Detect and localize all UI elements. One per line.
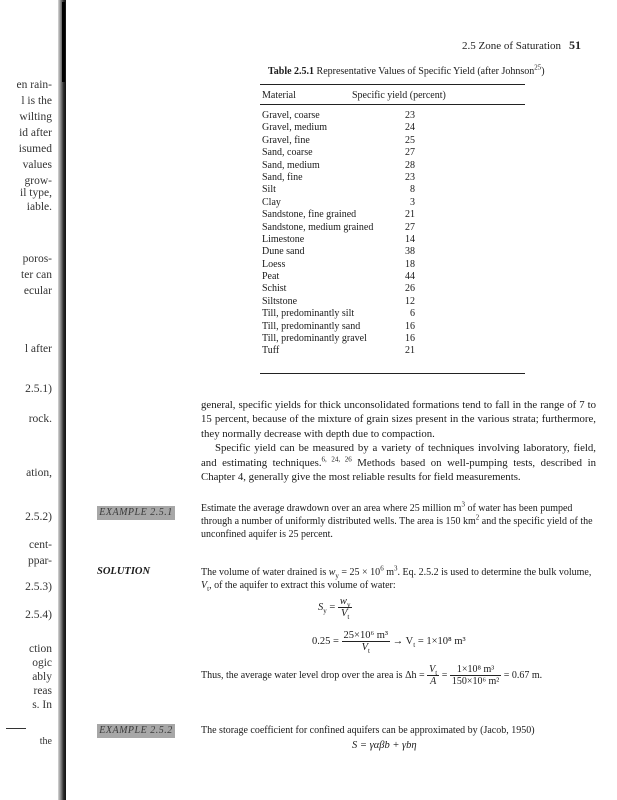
conclusion-num1: V	[429, 664, 436, 675]
left-fragment: ter can	[21, 269, 52, 281]
material-cell: Peat	[262, 271, 280, 283]
left-fragment: ecular	[23, 285, 52, 297]
material-cell: Gravel, medium	[262, 122, 327, 134]
column-header-material: Material	[262, 90, 296, 101]
eq2-lhs: 0.25 =	[312, 635, 339, 647]
yield-cell: 6	[410, 308, 415, 320]
table-row	[262, 209, 427, 221]
body-paragraph-1: general, specific yields for thick unconsolidated formations tend to fall in the range of 7 to 15 percent, because of the mixture of grain sizes present in the various strata; furthermore, they normally decrease with depth due to compaction.	[201, 399, 596, 440]
example2-text: The storage coefficient for confined aquifers can be approximated by (Jacob, 1950)	[201, 725, 535, 736]
table-row	[262, 234, 427, 246]
solution-text-e: , of the aquifer to extract this volume of water:	[209, 580, 396, 591]
storage-coefficient-formula: S = γαβb + γbη	[352, 740, 417, 751]
table-row	[262, 321, 427, 333]
equation-specific-yield: $S_y$ = $\frac{w_y}{V_t}$	[318, 596, 351, 622]
material-cell: Sandstone, medium grained	[262, 221, 374, 233]
left-fragment: 2.5.3)	[25, 581, 52, 593]
eq-sy-denominator: V	[340, 608, 348, 619]
table-row	[262, 197, 427, 209]
table-row	[262, 333, 427, 345]
left-fragment: 2.5.4)	[25, 609, 52, 621]
material-cell: Limestone	[262, 233, 305, 245]
left-fragment: ction	[29, 643, 52, 655]
book-spine-shadow	[58, 0, 66, 800]
solution-text-c: m	[383, 567, 394, 578]
section-title: 2.5 Zone of Saturation	[462, 40, 561, 52]
material-cell: Till, predominantly sand	[262, 320, 361, 332]
left-fragment: id after	[19, 127, 52, 139]
solution-text: The volume of water drained is $w_y = 25 \times 10^6$ $m^3$. Eq. 2.5.2 is used to determine the bulk volume, $V_t$, of the aquifer to extract this volume of water:	[201, 564, 592, 593]
equation-bulk-volume: 0.25 = $\frac{\text{25×10⁶ m³}}{V_t}$ → $V_t = 1\times 10^8$ m³	[312, 630, 466, 656]
eq-sy-numerator: w	[339, 596, 347, 607]
body-paragraph-2b: Methods based on well-pumping tests, described in Chapter 4, generally give the most reliable results for field measurements.	[201, 456, 596, 484]
solution-text-d: . Eq. 2.5.2 is used to determine the bulk volume,	[397, 567, 592, 578]
left-fragment: isumed	[18, 143, 52, 155]
table-caption-text: Representative Values of Specific Yield (after Johnson	[316, 66, 535, 77]
material-cell: Dune sand	[262, 246, 305, 258]
left-fragment: reas	[33, 685, 52, 697]
left-fragment: 2.5.2)	[25, 511, 52, 523]
eq2-denominator: V	[361, 642, 369, 653]
column-header-yield: Specific yield (percent)	[352, 90, 446, 101]
example-text: Estimate the average drawdown over an area where 25 million $m^3$ of water has been pumped through a number of uniformly distributed wells. The area is 150 $km^2$ and the specific yield of the unconfined aquifer is 25 percent.	[201, 500, 593, 540]
yield-cell: 27	[405, 147, 415, 159]
material-cell: Till, predominantly gravel	[262, 333, 367, 345]
table-row	[262, 308, 427, 320]
left-fragment: values	[22, 159, 52, 171]
yield-cell: 18	[405, 258, 415, 270]
left-fragment: ation,	[26, 467, 52, 479]
example-text-a: Estimate the average drawdown over an area where 25 million m	[201, 503, 462, 514]
table-row	[262, 172, 427, 184]
example-text-c: and the specific yield of the unconfined aquifer is 25 percent.	[201, 516, 593, 540]
table-row	[262, 160, 427, 172]
left-fragment: the	[39, 736, 52, 747]
conclusion-num2: 1×10⁸ m³	[450, 664, 501, 676]
table-row	[262, 296, 427, 308]
eq2-value: = 1×10⁸ m³	[415, 635, 466, 647]
material-cell: Clay	[262, 196, 281, 208]
table-caption	[268, 63, 545, 77]
conclusion-text: Thus, the average water level drop over the area is Δh =	[201, 669, 425, 681]
solution-text-a: The volume of water drained is	[201, 567, 329, 578]
left-fragment: poros-	[22, 253, 52, 265]
conclusion-den1: A	[430, 676, 437, 687]
left-fragment: ably	[32, 671, 52, 683]
book-spine-edge	[62, 2, 65, 82]
left-page-rule	[6, 728, 26, 729]
left-fragment: iable.	[26, 201, 52, 213]
yield-cell: 21	[405, 209, 415, 221]
table-row	[262, 147, 427, 159]
left-fragment: grow-	[24, 175, 52, 187]
yield-cell: 27	[405, 221, 415, 233]
table-row	[262, 283, 427, 295]
table-top-rule	[260, 84, 525, 85]
yield-cell: 26	[405, 283, 415, 295]
table-header-rule	[260, 104, 525, 105]
table-caption-ref: 25	[534, 63, 542, 72]
left-fragment: 2.5.1)	[25, 383, 52, 395]
example-label-box: EXAMPLE 2.5.1	[97, 506, 175, 520]
yield-cell: 16	[405, 333, 415, 345]
yield-cell: 28	[405, 159, 415, 171]
left-fragment: l after	[24, 343, 52, 355]
table-row	[262, 135, 427, 147]
table-label: Table 2.5.1	[268, 66, 315, 77]
yield-cell: 38	[405, 246, 415, 258]
yield-cell: 23	[405, 171, 415, 183]
running-head	[462, 38, 581, 53]
conclusion-line: Thus, the average water level drop over the area is Δh = $\frac{V_t}{A}$ = $\frac{\text{1×10⁸ m³}}{\text{150×10⁶ m²}}$ = 0.67 m.	[201, 664, 543, 687]
left-fragment: ppar-	[27, 555, 52, 567]
table-row	[262, 184, 427, 196]
body-paragraph-2a: Specific yield can be measured by a variety of techniques involving laboratory, field, and estimating techniques.	[201, 442, 596, 469]
table-row	[262, 122, 427, 134]
table-row	[262, 259, 427, 271]
material-cell: Sand, fine	[262, 171, 303, 183]
eq-sy-symbol: S	[318, 601, 324, 613]
left-fragment: il type,	[20, 187, 52, 199]
left-fragment: s. In	[32, 699, 52, 711]
material-cell: Gravel, coarse	[262, 110, 320, 121]
material-cell: Sand, coarse	[262, 147, 313, 159]
eq2-arrow: → V	[392, 635, 414, 647]
yield-cell: 16	[405, 320, 415, 332]
material-cell: Sandstone, fine grained	[262, 209, 357, 221]
table-body	[262, 110, 427, 358]
example-text-b: of water has been pumped through a number of uniformly distributed wells. The area is 150 km	[201, 503, 573, 527]
table-row	[262, 246, 427, 258]
yield-cell: 44	[405, 271, 415, 283]
table-row	[262, 345, 427, 357]
yield-cell: 21	[405, 345, 415, 357]
material-cell: Till, predominantly silt	[262, 308, 355, 320]
yield-cell: 8	[410, 184, 415, 196]
yield-cell: 12	[405, 295, 415, 307]
table-row	[262, 222, 427, 234]
left-fragment: rock.	[28, 413, 52, 425]
table-bottom-rule	[260, 373, 525, 374]
yield-cell: 3	[410, 196, 415, 208]
table-caption-close: )	[541, 66, 545, 77]
solution-text-b: = 25 × 10	[338, 567, 381, 578]
page-number: 51	[569, 38, 581, 52]
material-cell: Tuff	[262, 345, 280, 357]
material-cell: Sand, medium	[262, 159, 320, 171]
conclusion-result: = 0.67 m.	[503, 669, 543, 681]
conclusion-den2: 150×10⁶ m²	[451, 676, 500, 687]
left-fragment: cent-	[29, 539, 52, 551]
material-cell: Siltstone	[262, 295, 298, 307]
left-fragment: en rain-	[16, 79, 52, 91]
body-paragraph	[201, 398, 596, 484]
solution-label: SOLUTION	[97, 566, 151, 577]
yield-cell: 23	[405, 110, 415, 121]
yield-cell: 24	[405, 122, 415, 134]
yield-cell: 25	[405, 134, 415, 146]
yield-cell: 14	[405, 233, 415, 245]
material-cell: Silt	[262, 184, 276, 196]
left-fragment: ogic	[32, 657, 52, 669]
example-label-box: EXAMPLE 2.5.2	[97, 724, 175, 738]
table-row	[262, 110, 427, 122]
table-row	[262, 271, 427, 283]
material-cell: Gravel, fine	[262, 134, 310, 146]
left-fragment: wilting	[19, 111, 52, 123]
material-cell: Schist	[262, 283, 287, 295]
body-paragraph-2-refs: 6, 24, 26	[321, 455, 352, 464]
eq2-numerator: 25×10⁶ m³	[343, 630, 389, 641]
material-cell: Loess	[262, 258, 286, 270]
left-fragment: l is the	[21, 95, 52, 107]
